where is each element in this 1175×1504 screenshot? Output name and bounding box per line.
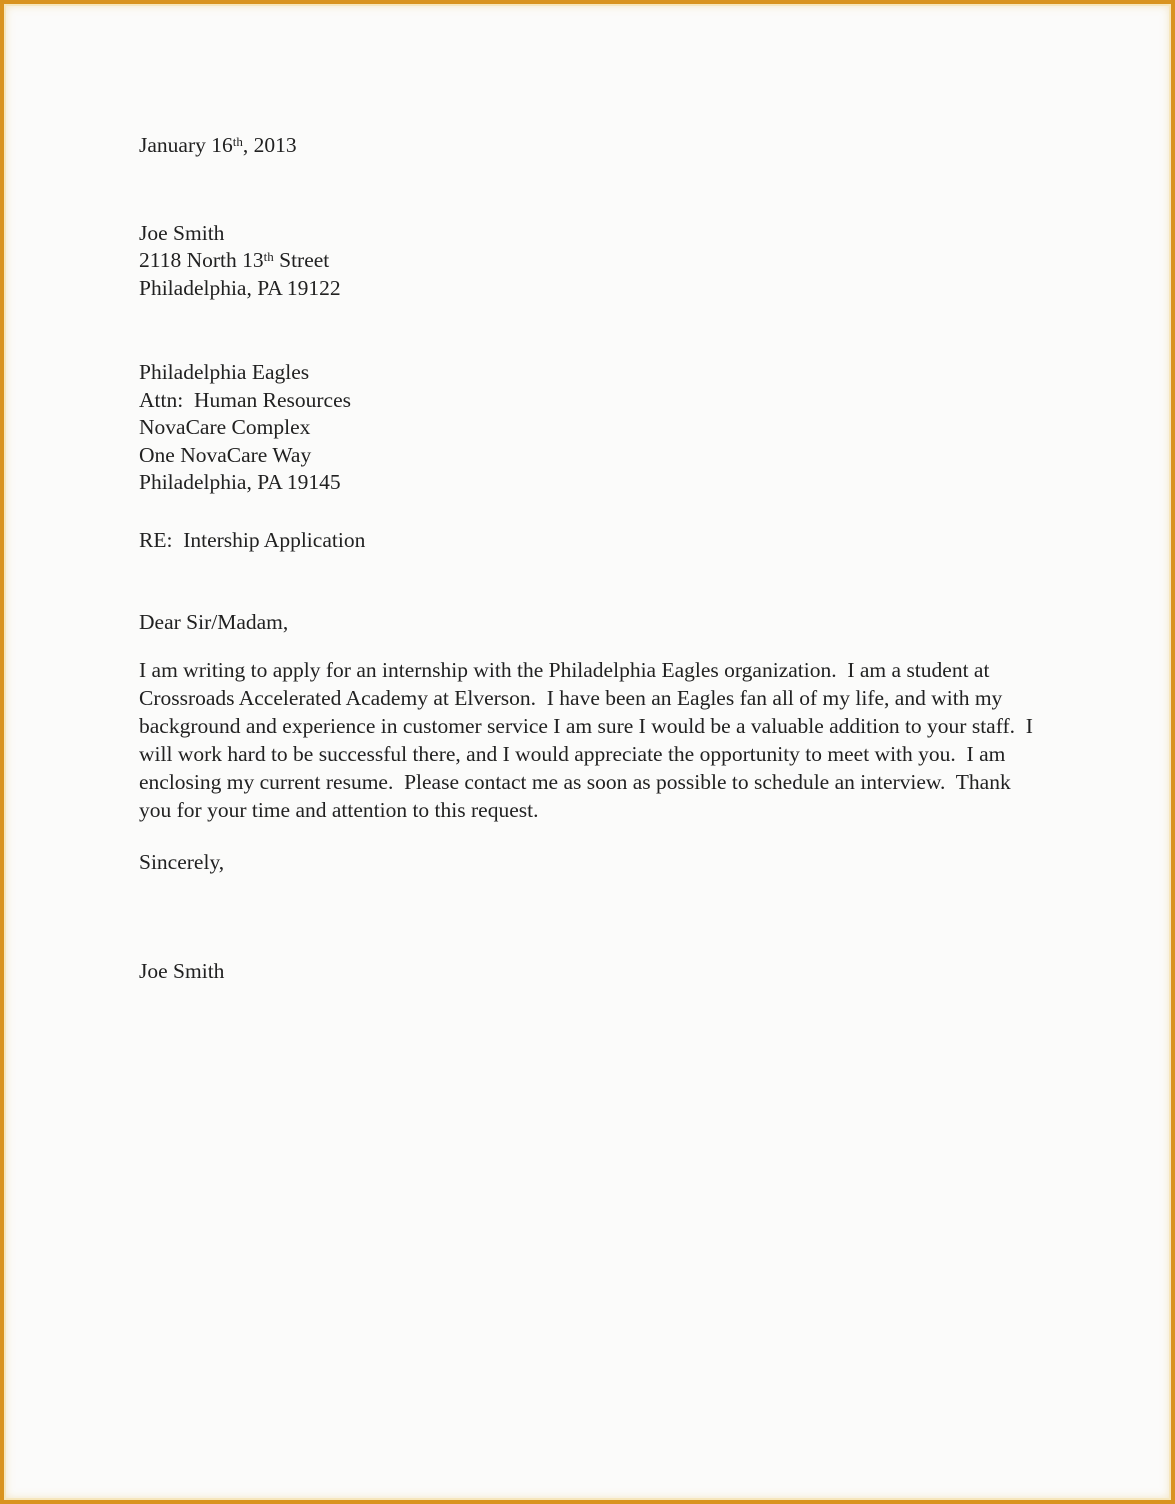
- sender-street-line: [139, 247, 1041, 275]
- date-ordinal-superscript: th: [232, 134, 243, 149]
- subject-line: RE: Intership Application: [139, 527, 366, 552]
- recipient-city-line: Philadelphia, PA 19145: [139, 470, 341, 494]
- closing-line: Sincerely,: [139, 849, 225, 874]
- date-line: [139, 132, 1041, 160]
- sender-name: Joe Smith: [139, 220, 225, 245]
- date-text: January 16: [139, 133, 233, 157]
- salutation-line: Dear Sir/Madam,: [139, 610, 289, 634]
- recipient-attn-line: Attn: Human Resources: [139, 387, 351, 412]
- sender-street-ordinal-superscript: th: [263, 249, 274, 264]
- signature-name: Joe Smith: [139, 959, 225, 983]
- recipient-organization: Philadelphia Eagles: [139, 360, 310, 384]
- date-year-text: , 2013: [242, 133, 297, 157]
- sender-address-block: [139, 220, 1041, 303]
- letter-content: [4, 4, 1171, 986]
- sender-street-suffix: Street: [273, 248, 330, 272]
- recipient-address-block: [139, 359, 1041, 497]
- sender-city-line: Philadelphia, PA 19122: [139, 275, 341, 300]
- recipient-building-line: NovaCare Complex: [139, 415, 311, 439]
- recipient-street-line: One NovaCare Way: [139, 442, 312, 467]
- sender-street-text: 2118 North 13: [139, 248, 264, 272]
- body-paragraph: I am writing to apply for an internship with the Philadelphia Eagles organization. I am a student at Crossroads Accelerated Academy at Elverson. I have been an Eagles fan all of my life, and with my background and experience in customer service I am sure I would be a valuable addition to your staff. I will work hard to be successful there, and I would appreciate the opportunity to meet with you. I am enclosing my current resume. Please contact me as soon as possible to schedule an interview. Thank you for your time and attention to this request.: [139, 657, 1039, 822]
